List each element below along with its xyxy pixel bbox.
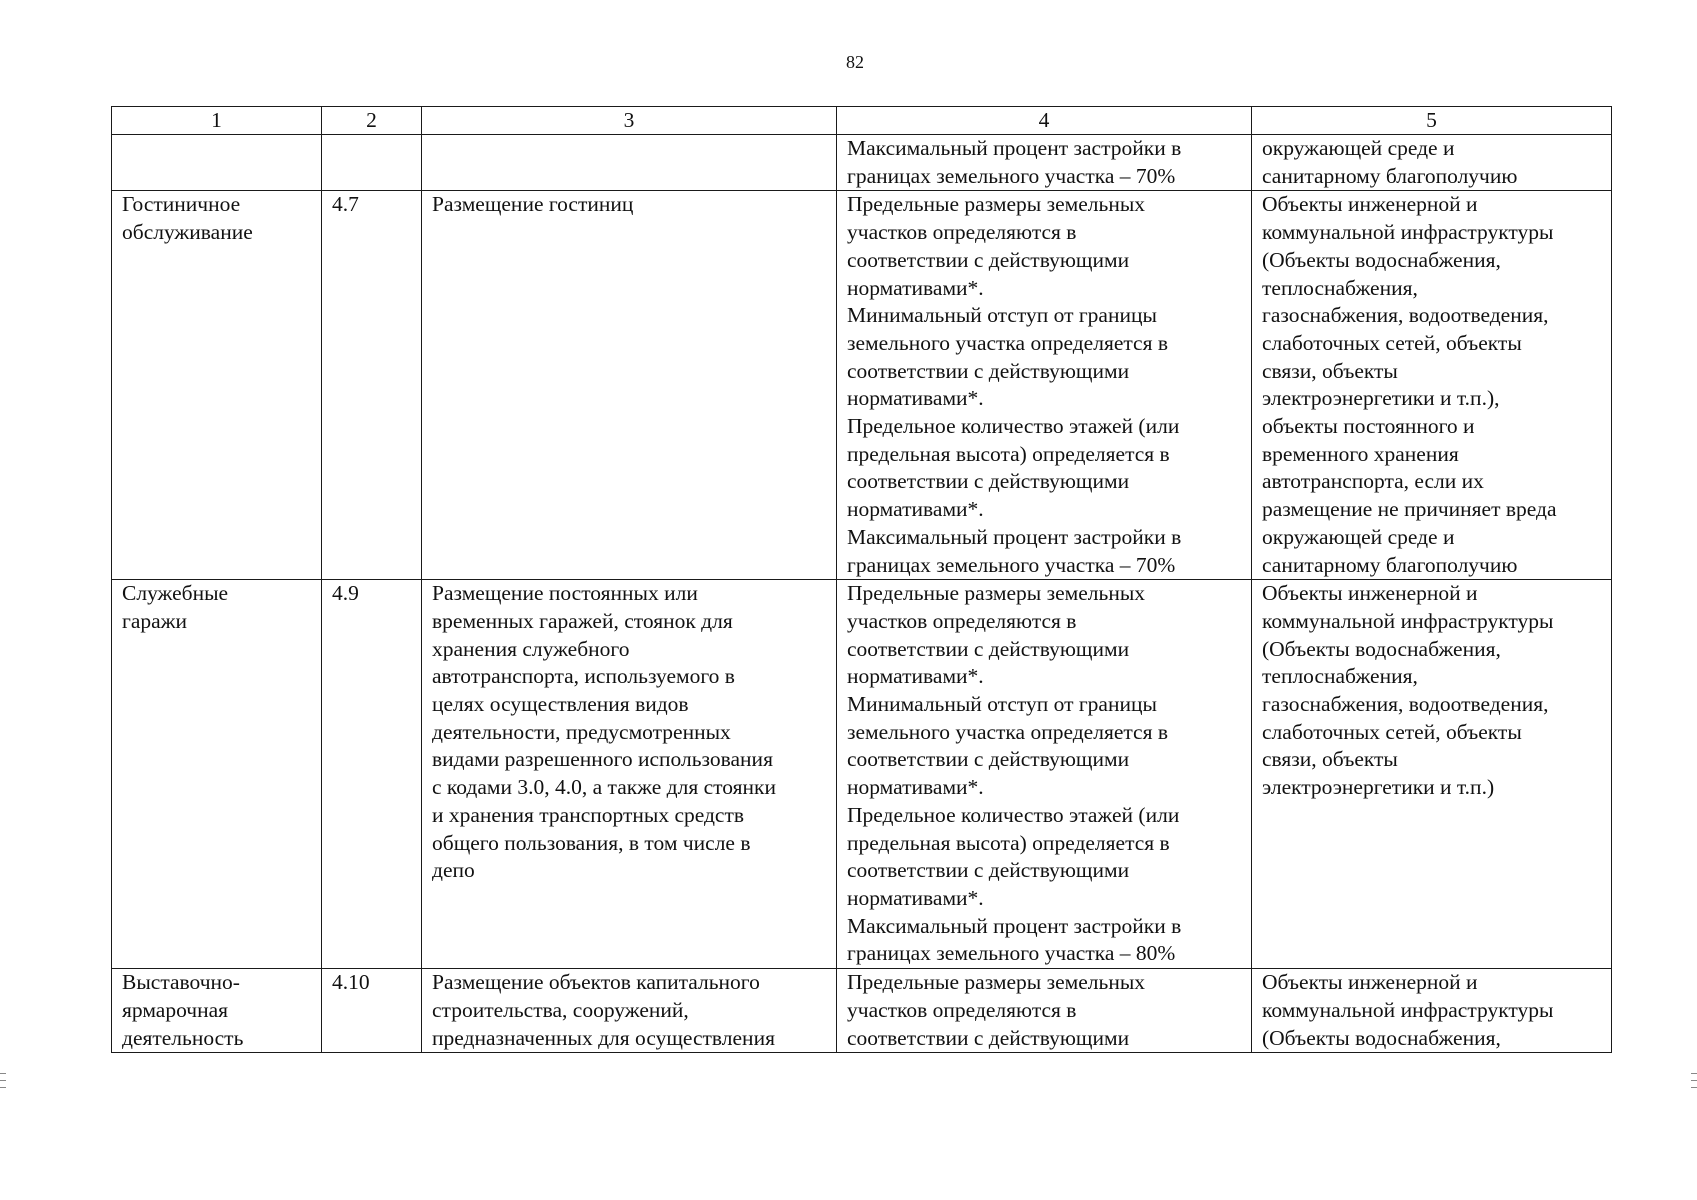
use-code-cell: 4.7 — [322, 191, 422, 580]
use-code-cell: 4.9 — [322, 580, 422, 969]
parameters-cell: Предельные размеры земельных участков определяются в соответствии с действующими нормативами*. Минимальный отступ от границы земельного участка определяется в соответствии с действующими нормативами*. Предельное количество этажей (или предельная высота) определяется в соответствии с действующими нормативами*. Максимальный процент застройки в границах земельного участка – 70% — [837, 191, 1252, 580]
scan-edge-mark — [1691, 1073, 1697, 1074]
column-header-2: 2 — [322, 107, 422, 135]
scan-edge-mark — [1691, 1087, 1697, 1088]
page-number: 82 — [846, 52, 864, 72]
table-row — [112, 191, 1612, 580]
auxiliary-objects-cell: окружающей среде и санитарному благополучию — [1252, 135, 1612, 191]
table-row — [112, 969, 1612, 1053]
scan-edge-mark — [0, 1087, 6, 1088]
use-name-cell: Служебные гаражи — [112, 580, 322, 969]
use-description-cell — [422, 135, 837, 191]
use-code-cell: 4.10 — [322, 969, 422, 1053]
use-description-cell: Размещение объектов капитального строительства, сооружений, предназначенных для осуществления — [422, 969, 837, 1053]
scan-edge-mark — [0, 1080, 6, 1081]
table-row — [112, 135, 1612, 191]
column-header-4: 4 — [837, 107, 1252, 135]
auxiliary-objects-cell: Объекты инженерной и коммунальной инфраструктуры (Объекты водоснабжения, теплоснабжения, газоснабжения, водоотведения, слаботочных сетей, объекты связи, объекты электроэнергетики и т.п.) — [1252, 580, 1612, 969]
auxiliary-objects-cell: Объекты инженерной и коммунальной инфраструктуры (Объекты водоснабжения, теплоснабжения, газоснабжения, водоотведения, слаботочных сетей, объекты связи, объекты электроэнергетики и т.п.), объекты постоянного и временного хранения автотранспорта, если их размещение не причиняет вреда окружающей среде и санитарному благополучию — [1252, 191, 1612, 580]
parameters-cell: Максимальный процент застройки в границах земельного участка – 70% — [837, 135, 1252, 191]
scan-edge-mark — [1691, 1080, 1697, 1081]
parameters-cell: Предельные размеры земельных участков определяются в соответствии с действующими — [837, 969, 1252, 1053]
scan-edge-mark — [0, 1073, 6, 1074]
column-header-1: 1 — [112, 107, 322, 135]
table-row — [112, 580, 1612, 969]
use-code-cell — [322, 135, 422, 191]
use-name-cell — [112, 135, 322, 191]
use-name-cell: Гостиничное обслуживание — [112, 191, 322, 580]
parameters-cell: Предельные размеры земельных участков определяются в соответствии с действующими нормативами*. Минимальный отступ от границы земельного участка определяется в соответствии с действующими нормативами*. Предельное количество этажей (или предельная высота) определяется в соответствии с действующими нормативами*. Максимальный процент застройки в границах земельного участка – 80% — [837, 580, 1252, 969]
auxiliary-objects-cell: Объекты инженерной и коммунальной инфраструктуры (Объекты водоснабжения, — [1252, 969, 1612, 1053]
table-header-row — [112, 107, 1612, 135]
column-header-5: 5 — [1252, 107, 1612, 135]
use-name-cell: Выставочно- ярмарочная деятельность — [112, 969, 322, 1053]
use-description-cell: Размещение гостиниц — [422, 191, 837, 580]
use-description-cell: Размещение постоянных или временных гаражей, стоянок для хранения служебного автотранспорта, используемого в целях осуществления видов деятельности, предусмотренных видами разрешенного использования с кодами 3.0, 4.0, а также для стоянки и хранения транспортных средств общего пользования, в том числе в депо — [422, 580, 837, 969]
land-use-table — [111, 106, 1612, 1053]
column-header-3: 3 — [422, 107, 837, 135]
